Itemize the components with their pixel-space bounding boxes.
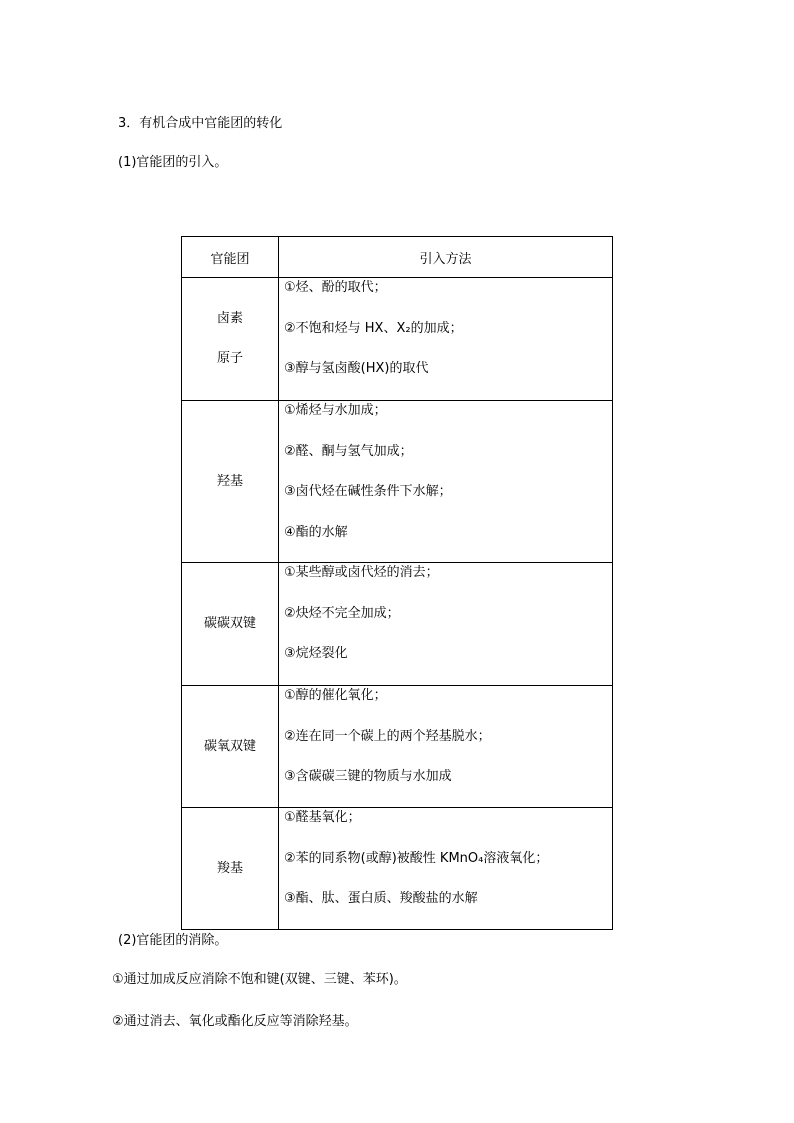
group-name-cell xyxy=(182,563,279,686)
elimination-item: ②通过消去、氧化或酯化反应等消除羟基。 xyxy=(112,1014,358,1029)
methods-cell xyxy=(279,808,613,930)
method-item: ②炔烃不完全加成； xyxy=(284,605,400,621)
table-row xyxy=(182,808,613,930)
method-item: ④酯的水解 xyxy=(284,524,348,540)
section-title: 3．有机合成中官能团的转化 xyxy=(118,116,283,131)
method-item: ①醇的催化氧化； xyxy=(284,688,387,703)
method-item: ②连在同一个碳上的两个羟基脱水； xyxy=(284,728,491,744)
method-item: ③含碳碳三键的物质与水加成 xyxy=(284,769,452,784)
methods-cell xyxy=(279,686,613,808)
group-name-cell xyxy=(182,401,279,563)
methods-cell xyxy=(279,401,613,563)
methods-cell xyxy=(279,278,613,401)
method-item: ①某些醇或卤代烃的消去； xyxy=(284,565,439,580)
method-item: ③酯、肽、蛋白质、羧酸盐的水解 xyxy=(284,891,478,906)
group-name-line: 原子 xyxy=(216,351,243,366)
group-name-line: 碳碳双键 xyxy=(203,616,256,631)
group-name-cell xyxy=(182,808,279,930)
group-name-line: 卤素 xyxy=(216,311,243,326)
table-row xyxy=(182,563,613,686)
method-item: ②不饱和烃与 HX、X₂的加成； xyxy=(284,320,463,336)
method-item: ②醛、酮与氢气加成； xyxy=(284,443,413,459)
group-name-cell xyxy=(182,686,279,808)
method-item: ①醛基氧化； xyxy=(284,810,361,825)
functional-group-table xyxy=(181,236,613,930)
intro-heading: (1)官能团的引入。 xyxy=(118,155,228,170)
method-item: ②苯的同系物(或醇)被酸性 KMnO₄溶液氧化； xyxy=(284,850,549,866)
group-name-line: 羟基 xyxy=(216,473,243,489)
method-item: ①烯烃与水加成； xyxy=(284,403,387,418)
method-item: ③醇与氢卤酸(HX)的取代 xyxy=(284,361,429,376)
table-row xyxy=(182,401,613,563)
elimination-item: ①通过加成反应消除不饱和键(双键、三键、苯环)。 xyxy=(112,972,407,987)
group-name-cell xyxy=(182,278,279,401)
group-name-line: 羧基 xyxy=(216,860,243,876)
header-method: 引入方法 xyxy=(279,237,613,278)
group-name-line: 碳氧双键 xyxy=(203,738,256,754)
methods-cell xyxy=(279,563,613,686)
method-item: ③卤代烃在碱性条件下水解； xyxy=(284,484,452,499)
method-item: ③烷烃裂化 xyxy=(284,646,348,661)
table-row xyxy=(182,278,613,401)
header-group: 官能团 xyxy=(182,237,279,278)
elimination-heading: (2)官能团的消除。 xyxy=(118,933,228,948)
table-row xyxy=(182,686,613,808)
method-item: ①烃、酚的取代； xyxy=(284,280,387,295)
